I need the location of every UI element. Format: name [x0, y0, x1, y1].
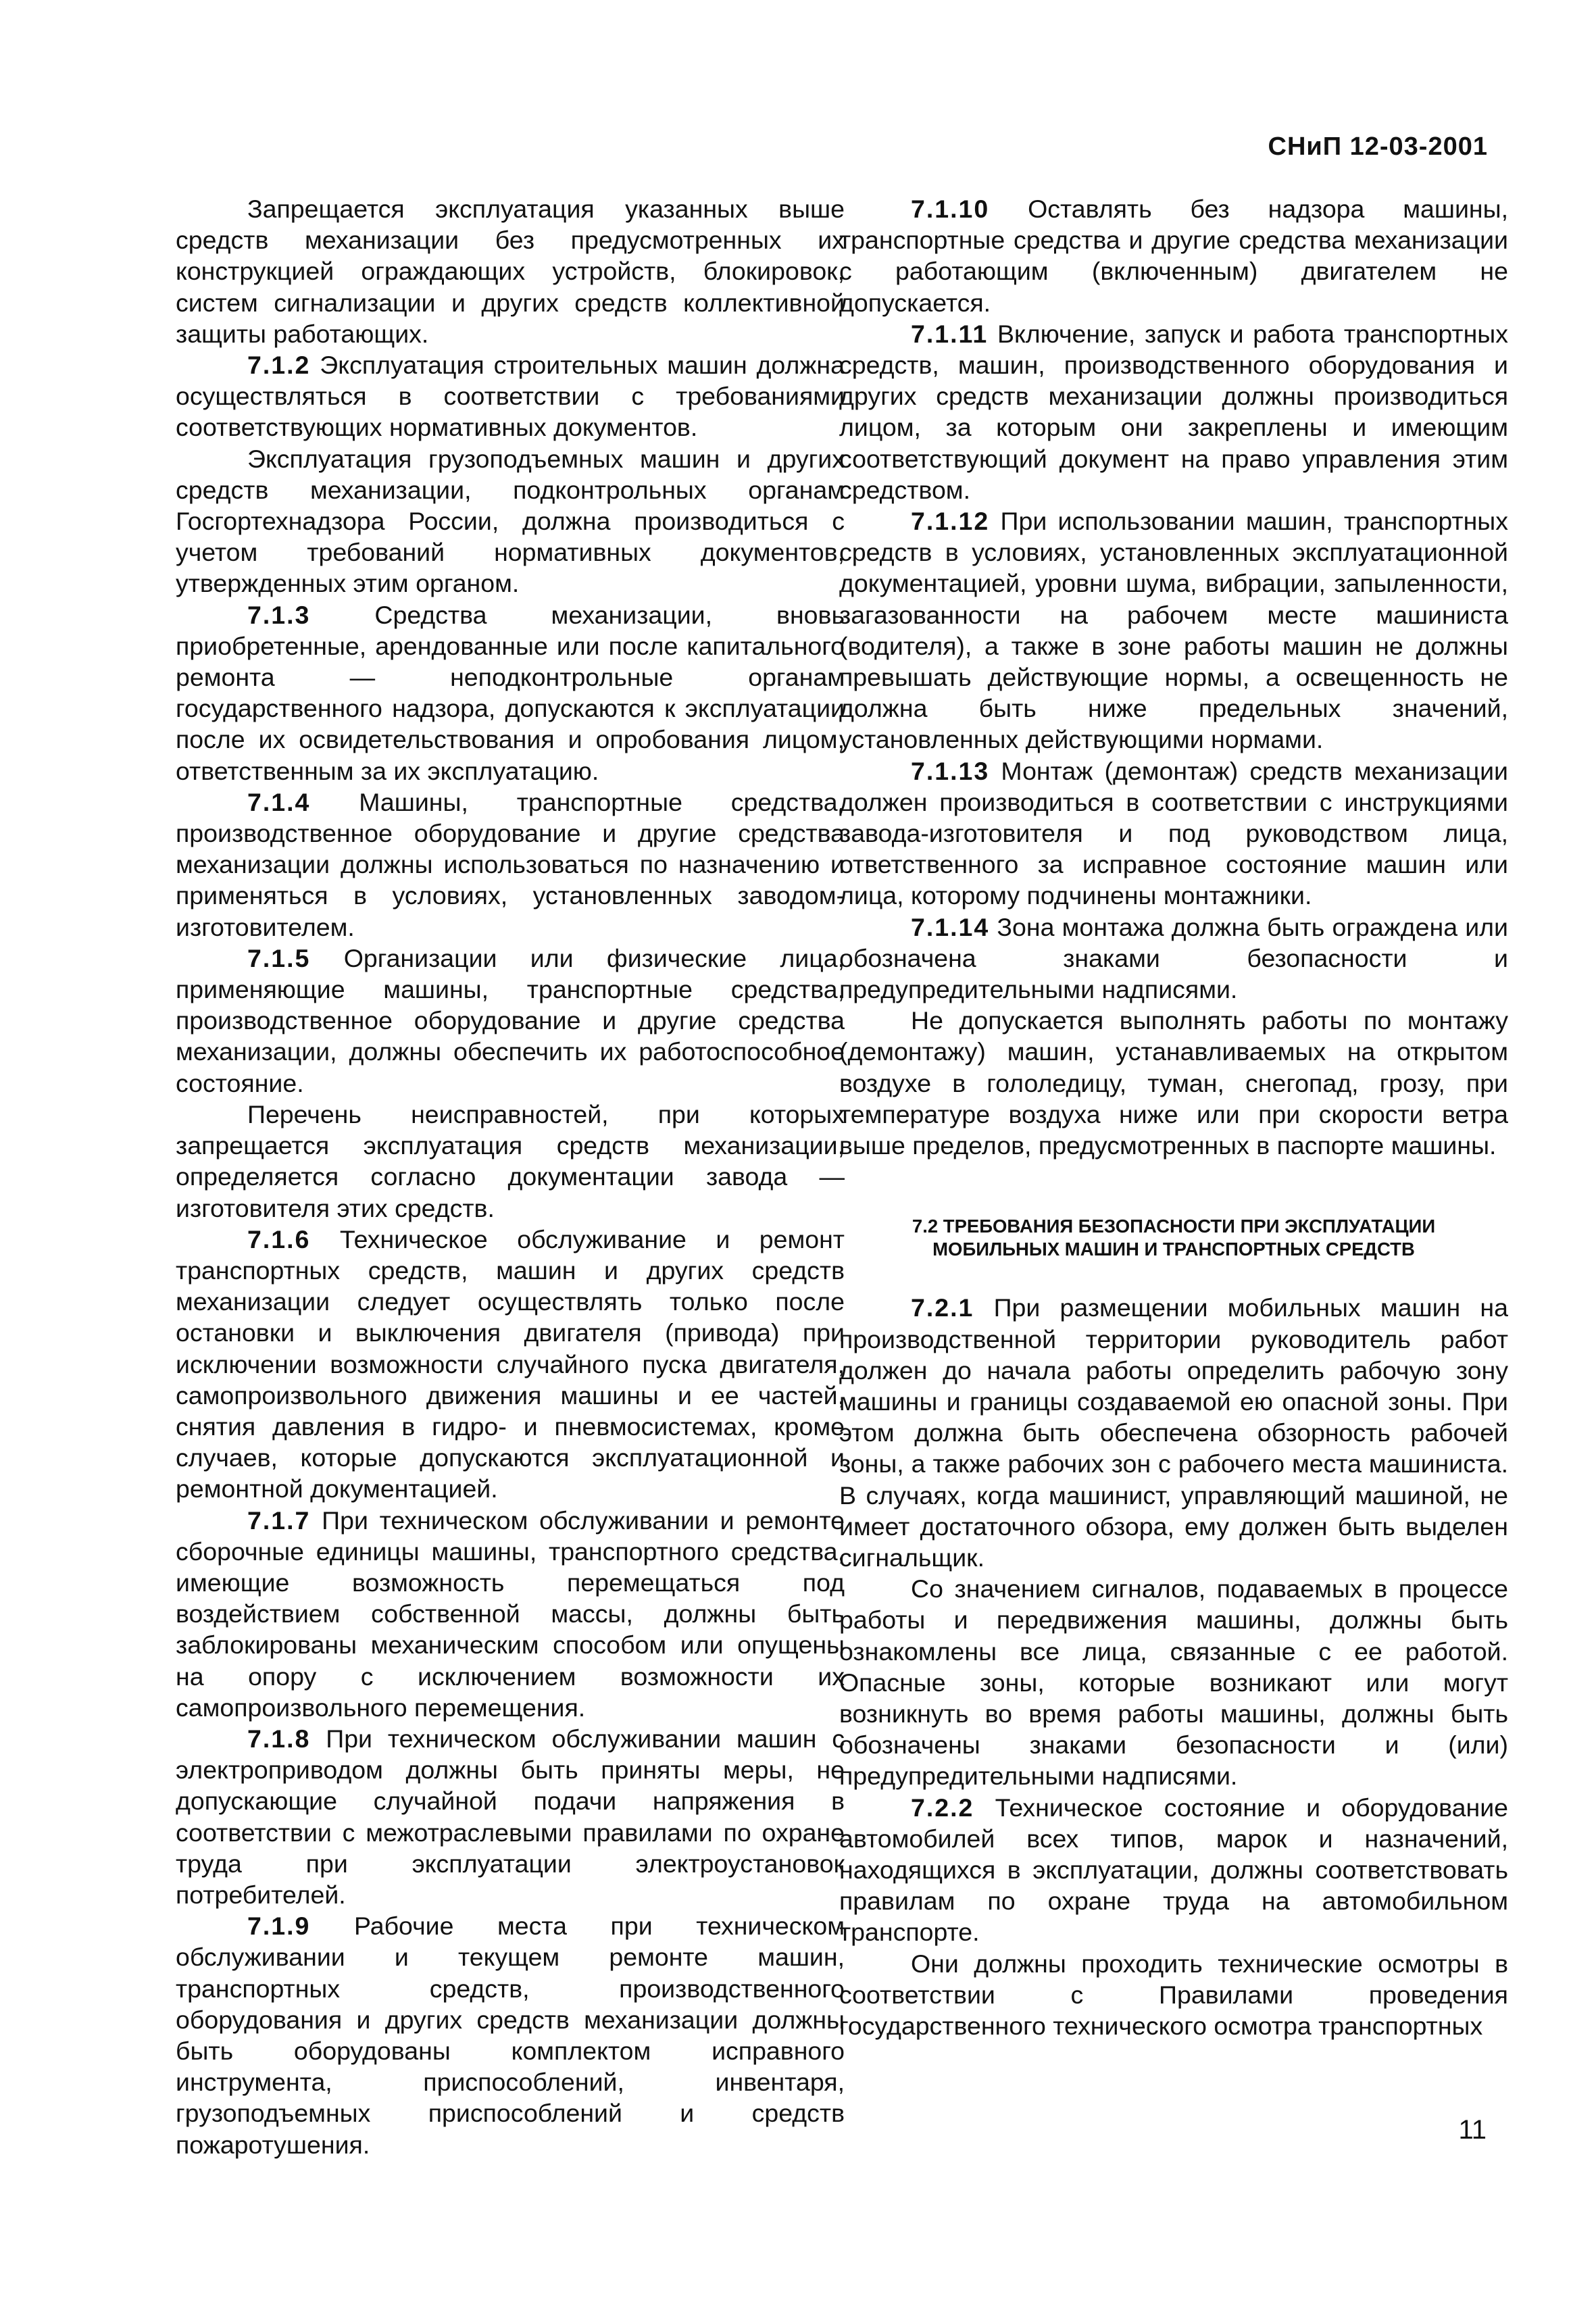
clause-number: 7.1.5	[247, 943, 311, 972]
clause-number: 7.1.13	[911, 756, 990, 785]
paragraph	[176, 349, 845, 443]
clause-number: 7.1.3	[247, 600, 311, 629]
paragraph-text: При техническом обслуживании и ремонте сборочные единицы машины, транспортного средства, имеющие возможность перемещаться под воздействием собственной массы, должны быть заблокированы механическим способом или опущены на опору с исключением возможности их самопроизвольного перемещения.	[176, 1505, 845, 1722]
paragraph	[839, 1948, 1508, 2042]
clause-number: 7.1.10	[911, 195, 990, 223]
paragraph-text: Техническое обслуживание и ремонт транспортных средств, машин и других средств механизации следует осуществлять только после остановки и выключения двигателя (привода) при исключении возможности случайного пуска двигателя, самопроизвольного движения машины и ее частей, снятия давления в гидро- и пневмосистемах, кроме случаев, которые допускаются эксплуатационной и ремонтной документацией.	[176, 1224, 845, 1503]
paragraph	[176, 443, 845, 599]
section-heading-line: МОБИЛЬНЫХ МАШИН И ТРАНСПОРТНЫХ СРЕДСТВ	[932, 1239, 1415, 1260]
left-column	[176, 193, 845, 2160]
paragraph	[839, 1573, 1508, 1791]
right-column	[839, 193, 1508, 2041]
paragraph-text: При техническом обслуживании машин с электроприводом должны быть приняты меры, не допускающие случайной подачи напряжения в соответствии с межотраслевыми правилами по охране труда при эксплуатации электроустановок потребителей.	[176, 1724, 845, 1909]
clause-number: 7.1.4	[247, 787, 311, 816]
section-heading	[839, 1215, 1508, 1261]
paragraph	[176, 787, 845, 943]
page-number: 11	[1458, 2115, 1487, 2145]
paragraph-text: Организации или физические лица, применяющие машины, транспортные средства, производственное оборудование и другие средства механизации, должны обеспечить их работоспособное состояние.	[176, 943, 845, 1097]
paragraph-text: Монтаж (демонтаж) средств механизации должен производиться в соответствии с инструкциями завода-изготовителя и под руководством лица, ответственного за исправное состояние машин или лица, которому подчинены монтажники.	[839, 756, 1508, 910]
paragraph-text: При использовании машин, транспортных средств в условиях, установленных эксплуатационной документацией, уровни шума, вибрации, запыленности, загазованности на рабочем месте машиниста (водителя), а также в зоне работы машин не должны превышать действующие нормы, а освещенность не должна быть ниже предельных значений, установленных действующими нормами.	[839, 507, 1508, 754]
paragraph-text: При размещении мобильных машин на производственной территории руководитель работ должен до начала работы определить рабочую зону машины и границы создаваемой ею опасной зоны. При этом должна быть обеспечена обзорность рабочей зоны, а также рабочих зон с рабочего места машиниста. В случаях, когда машинист, управляющий машиной, не имеет достаточного обзора, ему должен быть выделен сигнальщик.	[839, 1293, 1508, 1572]
document-code: СНиП 12-03-2001	[1268, 132, 1488, 161]
paragraph-text: Эксплуатация грузоподъемных машин и других средств механизации, подконтрольных органам Госгортехнадзора России, должна производиться с учетом требований нормативных документов, утвержденных этим органом.	[176, 444, 845, 598]
paragraph-text: Включение, запуск и работа транспортных средств, машин, производственного оборудования и других средств механизации должны производиться лицом, за которым они закреплены и имеющим соответствующий документ на право управления этим средством.	[839, 319, 1508, 504]
paragraph-text: Оставлять без надзора машины, транспортные средства и другие средства механизации с работающим (включенным) двигателем не допускается.	[839, 195, 1508, 317]
paragraph	[176, 1910, 845, 2160]
paragraph	[176, 599, 845, 787]
clause-number: 7.1.9	[247, 1912, 311, 1941]
clause-number: 7.2.2	[911, 1793, 974, 1822]
clause-number: 7.2.1	[911, 1293, 974, 1322]
clause-number: 7.1.11	[911, 319, 989, 348]
clause-number: 7.1.6	[247, 1224, 311, 1253]
paragraph	[176, 1505, 845, 1723]
paragraph	[839, 1292, 1508, 1573]
paragraph-text: Перечень неисправностей, при которых запрещается эксплуатация средств механизации, определяется согласно документации завода — изготовителя этих средств.	[176, 1099, 845, 1222]
clause-number: 7.1.12	[911, 507, 990, 536]
paragraph-text: Запрещается эксплуатация указанных выше средств механизации без предусмотренных их конструкцией ограждающих устройств, блокировок, систем сигнализации и других средств коллективной защиты работающих.	[176, 195, 845, 348]
clause-number: 7.1.2	[247, 351, 311, 380]
paragraph	[839, 505, 1508, 755]
paragraph	[839, 1005, 1508, 1161]
paragraph-text: Машины, транспортные средства, производственное оборудование и другие средства механизации должны использоваться по назначению и применяться в условиях, установленных заводом-изготовителем.	[176, 787, 845, 941]
paragraph	[176, 1723, 845, 1910]
paragraph-text: Зона монтажа должна быть ограждена или обозначена знаками безопасности и предупредительными надписями.	[839, 912, 1508, 1004]
clause-number: 7.1.7	[247, 1505, 311, 1535]
paragraph	[176, 1224, 845, 1505]
section-heading-line: 7.2 ТРЕБОВАНИЯ БЕЗОПАСНОСТИ ПРИ ЭКСПЛУАТАЦИИ	[912, 1216, 1436, 1237]
paragraph	[839, 1792, 1508, 1948]
clause-number: 7.1.8	[247, 1724, 311, 1753]
paragraph	[176, 943, 845, 1099]
paragraph-text: Со значением сигналов, подаваемых в процессе работы и передвижения машины, должны быть ознакомлены все лица, связанные с ее работой. Опасные зоны, которые возникают или могут возникнуть во время работы машины, должны быть обозначены знаками безопасности и (или) предупредительными надписями.	[839, 1574, 1508, 1791]
paragraph	[839, 912, 1508, 1005]
paragraph-text: Они должны проходить технические осмотры в соответствии с Правилами проведения государственного технического осмотра транспортных	[839, 1949, 1508, 2040]
paragraph-text: Техническое состояние и оборудование автомобилей всех типов, марок и назначений, находящихся в эксплуатации, должны соответствовать правилам по охране труда на автомобильном транспорте.	[839, 1793, 1508, 1947]
paragraph	[839, 318, 1508, 505]
paragraph-text: Не допускается выполнять работы по монтажу (демонтажу) машин, устанавливаемых на открытом воздухе в гололедицу, туман, снегопад, грозу, при температуре воздуха ниже или при скорости ветра выше пределов, предусмотренных в паспорте машины.	[839, 1006, 1508, 1160]
clause-number: 7.1.14	[911, 912, 990, 941]
paragraph	[839, 755, 1508, 912]
paragraph	[839, 193, 1508, 318]
paragraph-text: Рабочие места при техническом обслуживании и текущем ремонте машин, транспортных средств, производственного оборудования и других средств механизации должны быть оборудованы комплектом исправного инструмента, приспособлений, инвентаря, грузоподъемных приспособлений и средств пожаротушения.	[176, 1912, 845, 2159]
paragraph	[176, 193, 845, 349]
paragraph-text: Эксплуатация строительных машин должна осуществляться в соответствии с требованиями соответствующих нормативных документов.	[176, 351, 845, 442]
paragraph	[176, 1099, 845, 1224]
paragraph-text: Средства механизации, вновь приобретенные, арендованные или после капитального ремонта — неподконтрольные органам государственного надзора, допускаются к эксплуатации после их освидетельствования и опробования лицом, ответственным за их эксплуатацию.	[176, 600, 845, 785]
